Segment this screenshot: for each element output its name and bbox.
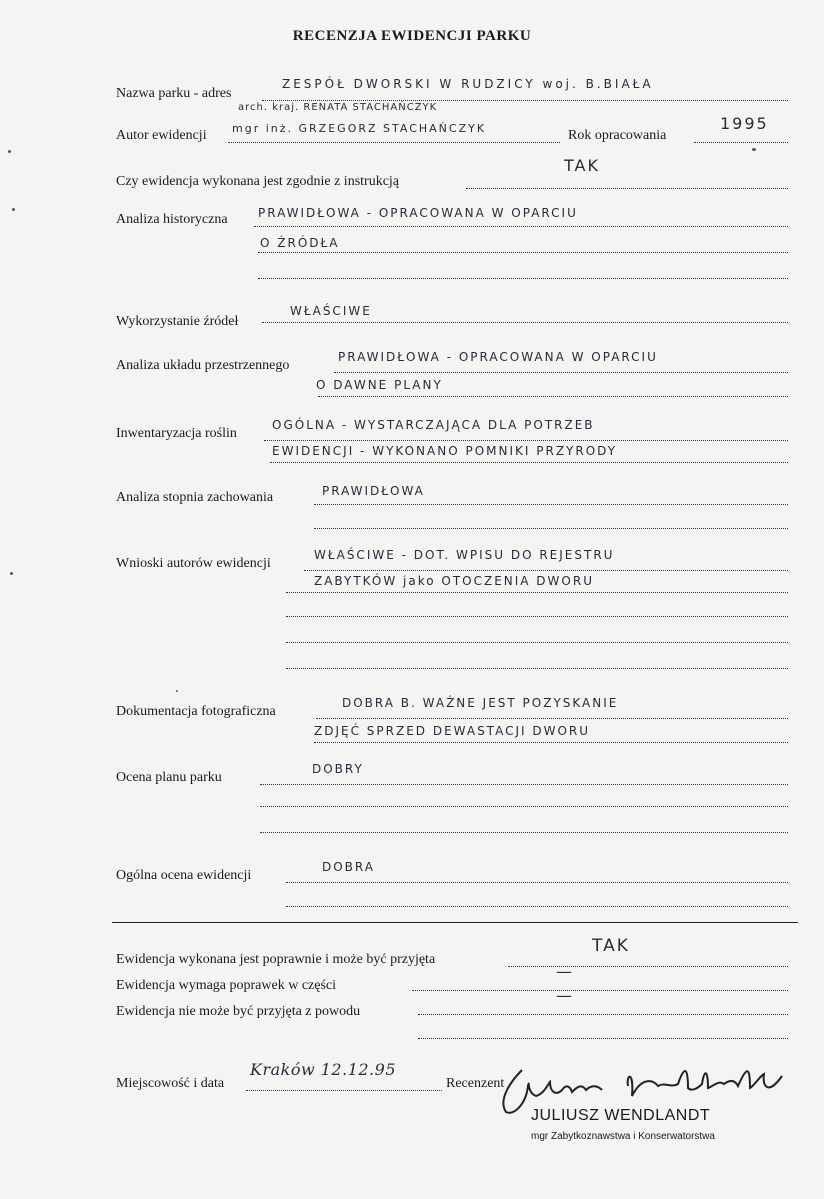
year-label: Rok opracowania (568, 128, 667, 143)
compliance-label: Czy ewidencja wykonana jest zgodnie z instrukcją (116, 174, 400, 189)
author-label: Autor ewidencji (116, 128, 207, 143)
corrections-line (412, 990, 788, 991)
layout-label: Analiza układu przestrzennego (116, 358, 290, 373)
accepted-label: Ewidencja wykonana jest poprawnie i może być przyjęta (116, 952, 436, 967)
plan-rating-value: DOBRY (312, 762, 364, 776)
year-value: 1995 (720, 114, 769, 133)
layout-line-2 (318, 396, 788, 397)
stamp-name: JULIUSZ WENDLANDT (531, 1107, 711, 1124)
paper-speck (752, 148, 756, 151)
photo-doc-value-2: ZDJĘĆ SPRZED DEWASTACJI DWORU (314, 724, 591, 738)
conclusions-line-2 (286, 592, 788, 593)
overall-rating-line-2 (286, 906, 788, 907)
park-name-label: Nazwa parku - adres (116, 86, 232, 101)
corrections-value: — (556, 962, 574, 981)
overall-rating-value: DOBRA (322, 860, 375, 874)
author-note-value: arch. kraj. RENATA STACHAŃCZYK (238, 102, 438, 113)
compliance-line (466, 188, 788, 189)
sources-value: WŁAŚCIWE (290, 304, 372, 318)
preservation-line-2 (314, 528, 788, 529)
compliance-value: TAK (564, 156, 600, 175)
photo-doc-line-1 (316, 718, 788, 719)
park-name-line (262, 100, 788, 101)
overall-rating-line-1 (286, 882, 788, 883)
preservation-line-1 (314, 504, 788, 505)
preservation-label: Analiza stopnia zachowania (116, 490, 274, 505)
author-value: mgr inż. GRZEGORZ STACHAŃCZYK (232, 122, 487, 135)
photo-doc-label: Dokumentacja fotograficzna (116, 704, 276, 719)
conclusions-line-4 (286, 642, 788, 643)
historical-value-2: O ŹRÓDŁA (260, 236, 340, 250)
rejected-value: — (556, 986, 574, 1005)
corrections-label: Ewidencja wymaga poprawek w części (116, 978, 337, 993)
section-divider (112, 922, 798, 923)
rejected-label: Ewidencja nie może być przyjęta z powodu (116, 1004, 361, 1019)
plan-rating-line-3 (260, 832, 788, 833)
plants-line-2 (270, 462, 788, 463)
historical-label: Analiza historyczna (116, 212, 228, 227)
layout-value-1: PRAWIDŁOWA - OPRACOWANA W OPARCIU (338, 350, 658, 364)
stamp-title: mgr Zabytkoznawstwa i Konserwatorstwa (531, 1131, 715, 1142)
paper-speck (176, 690, 178, 692)
photo-doc-value-1: DOBRA B. WAŻNE JEST POZYSKANIE (342, 696, 619, 710)
photo-doc-line-2 (314, 742, 788, 743)
accepted-value: TAK (592, 936, 630, 956)
preservation-value: PRAWIDŁOWA (322, 484, 425, 498)
plan-rating-line-1 (260, 784, 788, 785)
conclusions-value-1: WŁAŚCIWE - DOT. WPISU DO REJESTRU (314, 548, 615, 562)
paper-speck (8, 150, 11, 153)
overall-rating-label: Ogólna ocena ewidencji (116, 868, 252, 883)
park-name-value: ZESPÓŁ DWORSKI W RUDZICY woj. B.BIAŁA (282, 77, 654, 91)
plants-label: Inwentaryzacja roślin (116, 426, 237, 441)
paper-speck (10, 572, 13, 575)
place-date-value: Kraków 12.12.95 (250, 1060, 396, 1079)
layout-value-2: O DAWNE PLANY (316, 378, 443, 392)
place-date-line (246, 1090, 442, 1091)
plan-rating-label: Ocena planu parku (116, 770, 222, 785)
rejected-line-1 (418, 1014, 788, 1015)
conclusions-label: Wnioski autorów ewidencji (116, 556, 271, 571)
author-line (228, 142, 560, 143)
accepted-line (508, 966, 788, 967)
plants-value-1: OGÓLNA - WYSTARCZAJĄCA DLA POTRZEB (272, 418, 595, 432)
sources-label: Wykorzystanie źródeł (116, 314, 239, 329)
historical-line-2 (258, 252, 788, 253)
rejected-line-2 (418, 1038, 788, 1039)
reviewer-label: Recenzent (446, 1076, 505, 1091)
year-line (694, 142, 788, 143)
conclusions-line-5 (286, 668, 788, 669)
plan-rating-line-2 (260, 806, 788, 807)
form-title: RECENZJA EWIDENCJI PARKU (292, 28, 532, 44)
conclusions-line-3 (286, 616, 788, 617)
place-date-label: Miejscowość i data (116, 1076, 225, 1091)
historical-line-3 (258, 278, 788, 279)
sources-line (262, 322, 788, 323)
historical-line-1 (254, 226, 788, 227)
plants-value-2: EWIDENCJI - WYKONANO POMNIKI PRZYRODY (272, 444, 618, 458)
layout-line-1 (334, 372, 788, 373)
conclusions-value-2: ZABYTKÓW jako OTOCZENIA DWORU (314, 574, 594, 588)
plants-line-1 (264, 440, 788, 441)
conclusions-line-1 (304, 570, 788, 571)
paper-speck (12, 208, 15, 211)
historical-value-1: PRAWIDŁOWA - OPRACOWANA W OPARCIU (258, 206, 578, 220)
